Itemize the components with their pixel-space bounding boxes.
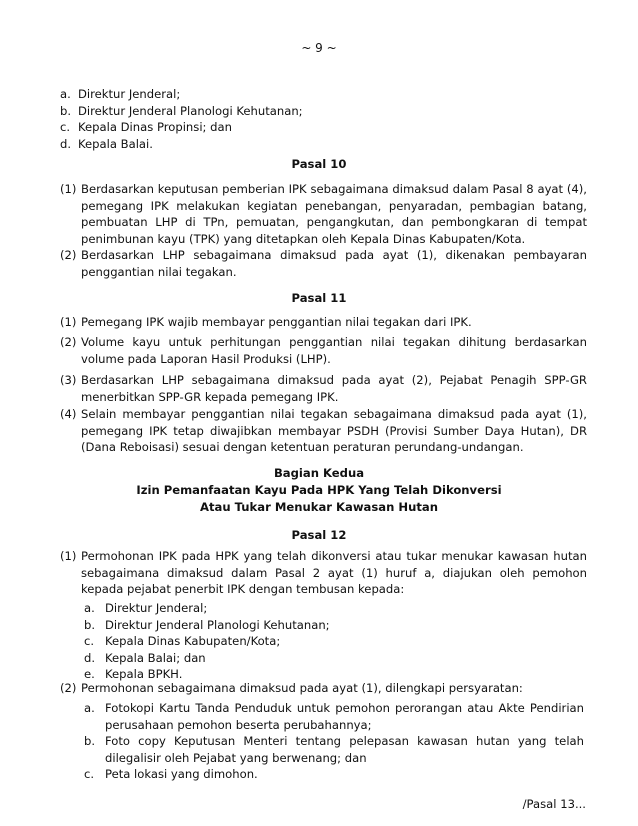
recipient-list xyxy=(84,600,584,683)
list-text: Kepala Balai; dan xyxy=(105,650,206,665)
pasal-11-paragraph-1 xyxy=(60,314,587,331)
paragraph-text: Volume kayu untuk perhitungan penggantian nilai tegakan dihitung berdasarkan volume pada Laporan Hasil Produksi (LHP). xyxy=(81,335,587,366)
list-item xyxy=(84,733,584,766)
list-item xyxy=(84,600,584,617)
pasal-12-paragraph-1 xyxy=(60,548,587,598)
bagian-subtitle: Izin Pemanfaatan Kayu Pada HPK Yang Telah Dikonversi xyxy=(136,483,502,497)
paragraph-text: Berdasarkan LHP sebagaimana dimaksud pada ayat (1), dikenakan pembayaran penggantian nilai tegakan. xyxy=(81,248,587,279)
list-marker: d. xyxy=(84,650,96,665)
paragraph-marker: (1) xyxy=(60,182,77,196)
list-item xyxy=(84,766,584,783)
paragraph-text: Berdasarkan LHP sebagaimana dimaksud pada ayat (2), Pejabat Penagih SPP-GR menerbitkan SPP-GR kepada pemegang IPK. xyxy=(81,373,587,404)
continuation-note: /Pasal 13... xyxy=(522,797,586,811)
list-text: Direktur Jenderal; xyxy=(78,87,181,101)
intro-list xyxy=(60,86,590,152)
page-number: ~ 9 ~ xyxy=(301,41,337,55)
paragraph-marker: (2) xyxy=(60,248,77,262)
requirement-list xyxy=(84,700,584,783)
paragraph-marker: (2) xyxy=(60,335,77,349)
list-text: Direktur Jenderal Planologi Kehutanan; xyxy=(78,103,303,118)
paragraph-text: Permohonan IPK pada HPK yang telah dikonversi atau tukar menukar kawasan hutan sebagaimana dimaksud dalam Pasal 2 ayat (1) huruf a, diajukan oleh pemohon kepada pejabat penerbit IPK dengan tembusan kepada: xyxy=(81,549,587,597)
pasal-12-paragraph-2 xyxy=(60,680,587,697)
list-marker: b. xyxy=(84,617,96,632)
pasal-10-heading: Pasal 10 xyxy=(291,157,347,171)
list-item xyxy=(60,86,590,103)
list-item xyxy=(60,103,590,120)
list-text: Kepala Dinas Propinsi; dan xyxy=(78,120,232,135)
pasal-10-paragraph-1 xyxy=(60,181,587,247)
list-item xyxy=(84,650,584,667)
list-item xyxy=(84,633,584,650)
pasal-10-paragraph-2 xyxy=(60,247,587,280)
pasal-11-paragraph-4 xyxy=(60,406,587,456)
list-item xyxy=(84,700,584,733)
paragraph-marker: (1) xyxy=(60,549,77,563)
list-item xyxy=(84,617,584,634)
list-marker: a. xyxy=(84,601,95,615)
bagian-subtitle-continued: Atau Tukar Menukar Kawasan Hutan xyxy=(200,500,438,514)
paragraph-marker: (4) xyxy=(60,407,77,421)
list-text: Direktur Jenderal Planologi Kehutanan; xyxy=(105,617,330,632)
list-text: Direktur Jenderal; xyxy=(105,601,208,615)
list-text: Peta lokasi yang dimohon. xyxy=(105,767,258,782)
list-marker: e. xyxy=(84,667,95,682)
list-text: Foto copy Keputusan Menteri tentang pelepasan kawasan hutan yang telah dilegalisir oleh Pejabat yang berwenang; dan xyxy=(105,734,584,765)
pasal-11-paragraph-2 xyxy=(60,334,587,367)
paragraph-text: Selain membayar penggantian nilai tegakan sebagaimana dimaksud pada ayat (1), pemegang IPK tetap diwajibkan membayar PSDH (Provisi Sumber Daya Hutan), DR (Dana Reboisasi) sesuai dengan ketentuan peraturan perundang-undangan. xyxy=(81,407,587,455)
list-marker: a. xyxy=(60,87,71,101)
pasal-11-paragraph-3 xyxy=(60,372,587,405)
paragraph-marker: (3) xyxy=(60,373,77,387)
list-marker: d. xyxy=(60,136,72,151)
list-marker: a. xyxy=(84,701,95,715)
paragraph-text: Pemegang IPK wajib membayar penggantian nilai tegakan dari IPK. xyxy=(81,315,472,329)
list-text: Kepala Dinas Kabupaten/Kota; xyxy=(105,634,281,649)
pasal-11-heading: Pasal 11 xyxy=(291,291,347,305)
paragraph-text: Berdasarkan keputusan pemberian IPK sebagaimana dimaksud dalam Pasal 8 ayat (4), pemegang IPK melakukan kegiatan penebangan, penyaradan, pembagian batang, pembuatan LHP di TPn, pemuatan, pengangkutan, dan pembongkaran di tempat penimbunan kayu (TPK) yang ditetapkan oleh Kepala Dinas Kabupaten/Kota. xyxy=(81,182,587,246)
pasal-12-heading: Pasal 12 xyxy=(291,528,347,542)
list-marker: c. xyxy=(84,767,95,782)
list-marker: c. xyxy=(84,634,95,649)
list-item xyxy=(60,119,590,136)
paragraph-text: Permohonan sebagaimana dimaksud pada ayat (1), dilengkapi persyaratan: xyxy=(81,681,523,695)
bagian-heading: Bagian Kedua xyxy=(273,466,365,480)
paragraph-marker: (2) xyxy=(60,681,77,695)
list-text: Kepala BPKH. xyxy=(105,667,183,682)
list-marker: c. xyxy=(60,120,71,135)
list-text: Kepala Balai. xyxy=(78,136,153,151)
list-text: Fotokopi Kartu Tanda Penduduk untuk pemohon perorangan atau Akte Pendirian perusahaan pemohon beserta perubahannya; xyxy=(105,701,584,732)
list-marker: b. xyxy=(60,103,72,118)
list-marker: b. xyxy=(84,734,96,749)
list-item xyxy=(60,136,590,153)
paragraph-marker: (1) xyxy=(60,315,77,329)
